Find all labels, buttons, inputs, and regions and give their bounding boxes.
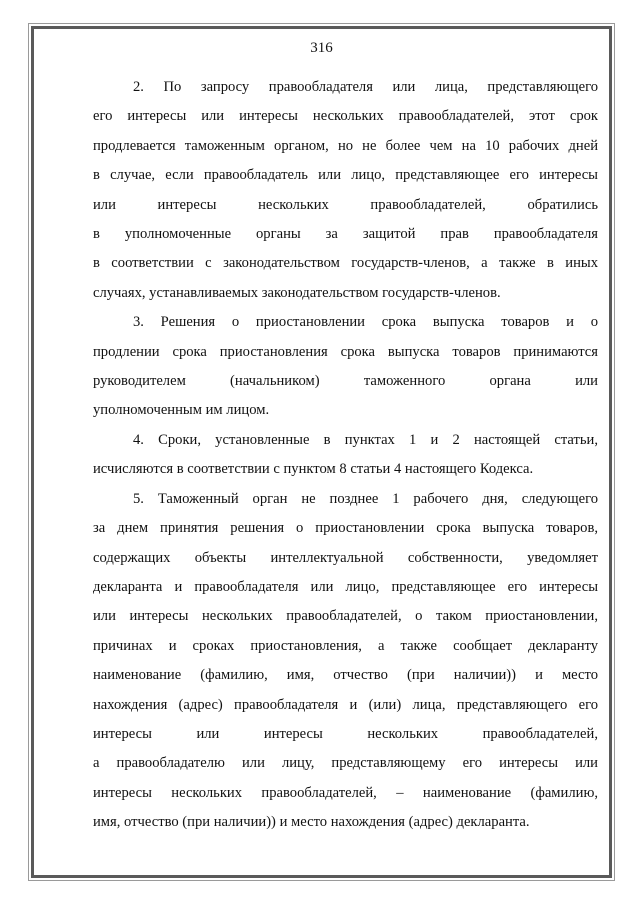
text-line: 5. Таможенный орган не позднее 1 рабочего дня, следующего (133, 490, 598, 507)
text-line: в соответствии с законодательством государств-членов, а также в иных (93, 255, 598, 272)
text-line: в уполномоченные органы за защитой прав правообладателя (93, 226, 598, 243)
text-line: 3. Решения о приостановлении срока выпуска товаров и о (133, 314, 598, 331)
paragraph-5 (93, 485, 598, 838)
text-line: его интересы или интересы нескольких правообладателей, этот срок (93, 108, 598, 125)
text-line: содержащих объекты интеллектуальной собственности, уведомляет (93, 549, 598, 566)
text-line: случаях, устанавливаемых законодательством государств-членов. (93, 284, 501, 301)
text-line: руководителем (начальником) таможенного органа или (93, 373, 598, 390)
text-line: уполномоченным им лицом. (93, 402, 270, 419)
text-line: интересы нескольких правообладателей, – наименование (фамилию, (93, 784, 598, 801)
text-line: или интересы нескольких правообладателей, обратились (93, 196, 598, 213)
text-line: 2. По запросу правообладателя или лица, представляющего (133, 79, 598, 95)
paragraph-4 (93, 426, 598, 485)
text-line: а правообладателю или лицу, представляющему его интересы или (93, 755, 598, 772)
text-line: причинах и сроках приостановления, а также сообщает декларанту (93, 637, 598, 654)
text-line: интересы или интересы нескольких правообладателей, (93, 725, 598, 742)
text-line: исчисляются в соответствии с пунктом 8 статьи 4 настоящего Кодекса. (93, 461, 534, 478)
text-line: за днем принятия решения о приостановлении срока выпуска товаров, (93, 520, 598, 537)
text-line: имя, отчество (при наличии)) и место нахождения (адрес) декларанта. (93, 814, 530, 831)
paragraph-3 (93, 308, 598, 426)
page-number: 316 (310, 40, 333, 56)
text-line: 4. Сроки, установленные в пунктах 1 и 2 настоящей статьи, (133, 431, 598, 448)
paragraph-2 (93, 73, 598, 308)
text-line: в случае, если правообладатель или лицо, представляющее его интересы (93, 167, 598, 184)
text-line: наименование (фамилию, имя, отчество (при наличии)) и место (93, 667, 598, 684)
text-line: продлевается таможенным органом, но не более чем на 10 рабочих дней (93, 137, 598, 154)
text-line: нахождения (адрес) правообладателя и (или) лица, представляющего его (93, 696, 598, 713)
page-frame (31, 26, 612, 878)
text-line: декларанта и правообладателя или лицо, представляющее его интересы (93, 578, 598, 595)
text-line: продлении срока приостановления срока выпуска товаров принимаются (93, 343, 598, 360)
text-line: или интересы нескольких правообладателей, о таком приостановлении, (93, 608, 598, 625)
document-body (93, 73, 598, 838)
